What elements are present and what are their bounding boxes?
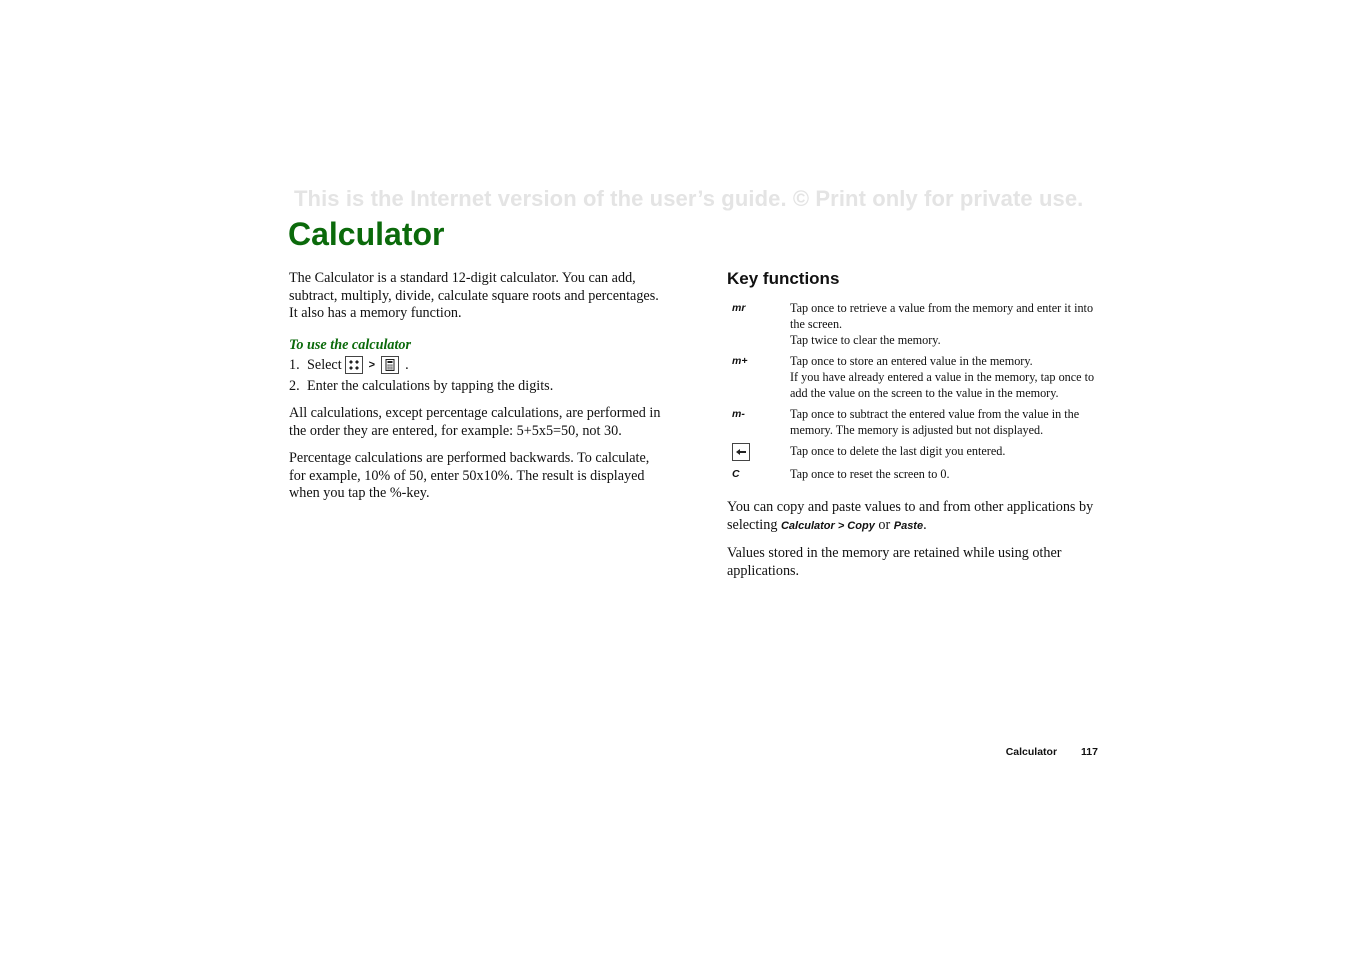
left-column bbox=[289, 270, 661, 513]
description-line: Tap once to delete the last digit you entered. bbox=[790, 444, 1006, 458]
right-column bbox=[727, 268, 1099, 590]
step-end: . bbox=[405, 356, 409, 373]
key-label: mr bbox=[732, 302, 746, 314]
procedure-steps bbox=[289, 356, 661, 396]
breadcrumb-separator: > bbox=[368, 358, 376, 371]
description-line: Tap once to subtract the entered value from the value in the memory. The memory is adjusted but not displayed. bbox=[790, 407, 1080, 437]
description-line: Tap once to retrieve a value from the memory and enter it into the screen. bbox=[790, 301, 1094, 331]
step-text: Enter the calculations by tapping the digits. bbox=[307, 378, 554, 395]
table-row bbox=[727, 443, 1099, 466]
key-description bbox=[790, 353, 1099, 406]
table-row bbox=[727, 406, 1099, 443]
description-line: Tap once to store an entered value in the memory. bbox=[790, 354, 1033, 368]
watermark-text: This is the Internet version of the user’s guide. © Print only for private use. bbox=[294, 186, 1084, 211]
memory-paragraph: Values stored in the memory are retained while using other applications. bbox=[727, 545, 1062, 579]
page-number: 117 bbox=[1081, 746, 1098, 758]
step-2 bbox=[289, 378, 661, 396]
step-text: Select bbox=[307, 356, 342, 373]
key-functions-heading: Key functions bbox=[727, 269, 840, 288]
step-number: 1. bbox=[289, 356, 300, 373]
procedure-title: To use the calculator bbox=[289, 336, 412, 353]
description-line: Tap twice to clear the memory. bbox=[790, 333, 941, 347]
key-label: m+ bbox=[732, 355, 748, 367]
footer-section: Calculator bbox=[1005, 746, 1058, 758]
percentage-paragraph: Percentage calculations are performed backwards. To calculate, for example, 10% of 50, enter 50x10%. The result is displayed when you tap the %-key. bbox=[289, 450, 650, 502]
copy-text-after: . bbox=[923, 516, 927, 533]
key-description bbox=[790, 466, 1099, 487]
backspace-arrow-icon bbox=[732, 443, 750, 461]
applications-menu-icon bbox=[345, 356, 363, 374]
key-label bbox=[727, 443, 790, 466]
step-1 bbox=[289, 356, 661, 374]
copy-text-before: You can copy and paste values to and from other applications by selecting bbox=[727, 499, 1094, 533]
copy-text-middle: or bbox=[874, 516, 894, 533]
calculator-app-icon bbox=[381, 356, 399, 374]
page-footer bbox=[990, 746, 1098, 758]
description-line: If you have already entered a value in the memory, tap once to add the value on the screen to the value in the memory. bbox=[790, 370, 1095, 400]
key-label: m- bbox=[732, 408, 745, 420]
copy-paste-paragraph bbox=[727, 499, 1099, 535]
key-description bbox=[790, 406, 1099, 443]
intro-paragraph: The Calculator is a standard 12-digit calculator. You can add, subtract, multiply, divide, calculate square roots and percentages. It also has a memory function. bbox=[289, 270, 659, 322]
table-row bbox=[727, 353, 1099, 406]
ui-term-copy: Calculator > Copy bbox=[780, 519, 875, 532]
order-paragraph: All calculations, except percentage calculations, are performed in the order they are entered, for example: 5+5x5=50, not 30. bbox=[289, 404, 661, 439]
key-label: C bbox=[732, 468, 740, 480]
ui-term-paste: Paste bbox=[893, 519, 924, 532]
key-description bbox=[790, 443, 1099, 466]
page-title: Calculator bbox=[288, 216, 445, 252]
key-functions-table bbox=[727, 300, 1099, 487]
key-description bbox=[790, 300, 1099, 353]
description-line: Tap once to reset the screen to 0. bbox=[790, 467, 950, 481]
table-row bbox=[727, 466, 1099, 487]
step-number: 2. bbox=[289, 378, 300, 395]
table-row bbox=[727, 300, 1099, 353]
